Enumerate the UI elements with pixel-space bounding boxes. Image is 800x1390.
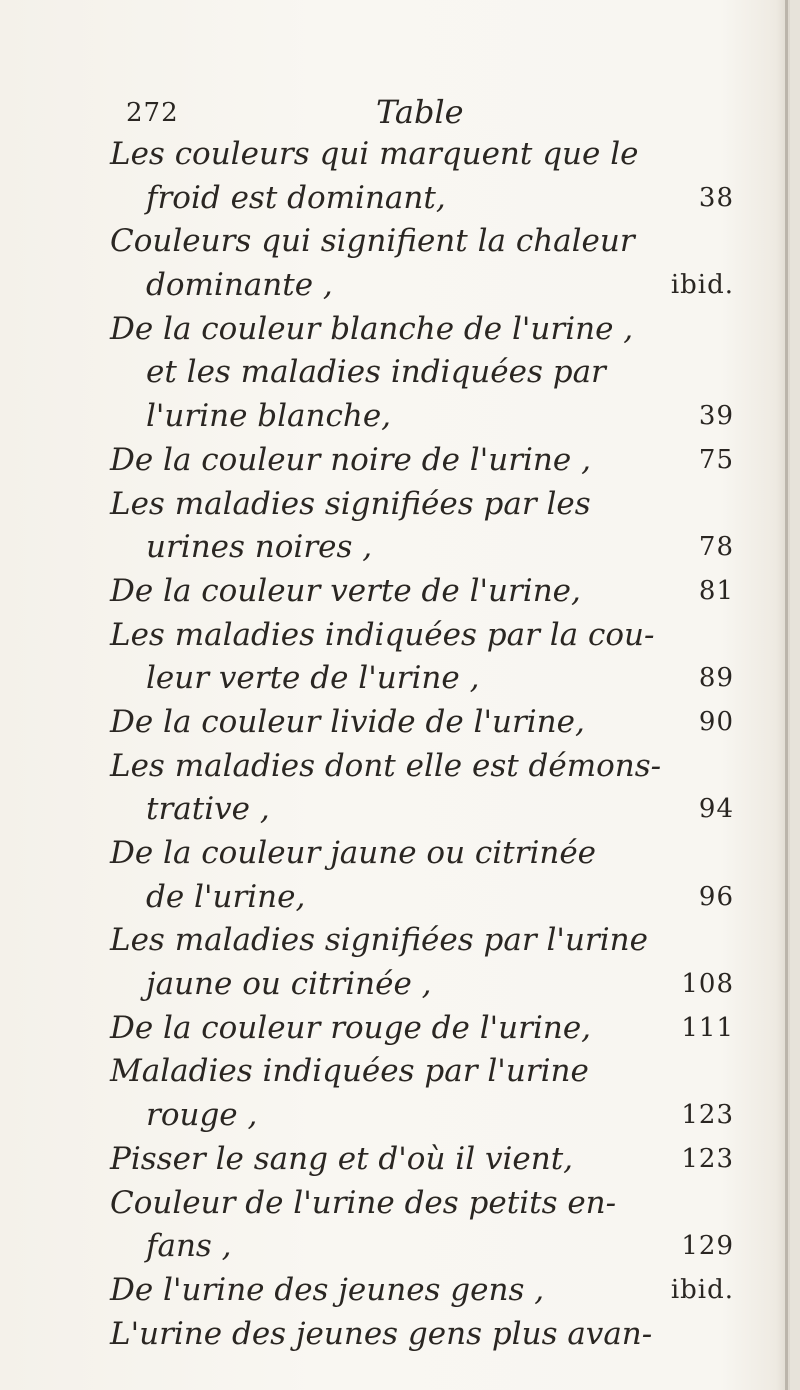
entry-text: froid est dominant,	[146, 179, 446, 216]
entry-page-number: ibid.	[670, 1274, 734, 1305]
entry-page-number: 39	[698, 401, 734, 432]
entry-text: Pisser le sang et d'où il vient,	[110, 1140, 574, 1177]
toc-entry-line	[0, 1269, 800, 1313]
entry-text: De la couleur verte de l'urine,	[110, 572, 581, 609]
entry-page-number: 38	[698, 182, 734, 213]
entry-text: De la couleur noire de l'urine ,	[110, 441, 591, 478]
toc-entry-line	[0, 177, 800, 221]
toc-entry-line	[0, 1138, 800, 1182]
entry-text: Couleur de l'urine des petits en-	[110, 1184, 617, 1221]
toc-entry-line	[0, 1094, 800, 1138]
toc-entry-line	[0, 876, 800, 920]
toc-entry-line	[0, 439, 800, 483]
page-number: 272	[126, 98, 179, 128]
entry-page-number: 96	[698, 881, 734, 912]
entry-text: Maladies indiquées par l'urine	[110, 1053, 589, 1090]
entry-text: Les maladies signifiées par les	[110, 485, 591, 522]
entry-page-number: 111	[681, 1012, 734, 1043]
entry-page-number: 89	[698, 663, 734, 694]
toc-entry-line	[0, 570, 800, 614]
entry-page-number: 94	[698, 794, 734, 825]
entry-text: trative ,	[146, 791, 270, 828]
entry-text: dominante ,	[146, 267, 333, 304]
toc-entry-line	[0, 264, 800, 308]
entry-text: Les maladies signifiées par l'urine	[110, 922, 648, 959]
entry-text: l'urine blanche,	[146, 398, 392, 435]
entry-page-number: 123	[681, 1100, 734, 1131]
toc-entry-line	[0, 657, 800, 701]
entry-page-number: 108	[681, 969, 734, 1000]
toc-entry-line	[0, 1225, 800, 1269]
entry-text: jaune ou citrinée ,	[146, 966, 432, 1003]
entry-text: Les maladies indiquées par la cou-	[110, 616, 655, 653]
toc-entry-line	[0, 483, 800, 527]
toc-entry-line	[0, 788, 800, 832]
entry-page-number: 129	[681, 1231, 734, 1262]
entry-text: L'urine des jeunes gens plus avan-	[110, 1315, 653, 1352]
entry-text: Les couleurs qui marquent que le	[110, 136, 639, 172]
entry-text: fans ,	[146, 1228, 232, 1265]
entry-text: De l'urine des jeunes gens ,	[110, 1271, 545, 1308]
entry-text: Les maladies dont elle est démons-	[110, 747, 662, 784]
toc-entry-line	[0, 1050, 800, 1094]
entry-text: urines noires ,	[146, 529, 373, 566]
toc-entry-line	[0, 963, 800, 1007]
toc-entry-line	[0, 1182, 800, 1226]
toc-entry-line	[0, 308, 800, 352]
entry-page-number: 81	[698, 575, 734, 606]
toc-entry-line	[0, 614, 800, 658]
entry-page-number: 75	[698, 444, 734, 475]
toc-entry-line	[0, 526, 800, 570]
toc-entry-line	[0, 701, 800, 745]
entry-text: De la couleur livide de l'urine,	[110, 703, 585, 740]
toc-entry-line	[0, 220, 800, 264]
entry-text: De la couleur blanche de l'urine ,	[110, 310, 634, 347]
entry-text: De la couleur jaune ou citrinée	[110, 835, 597, 871]
entry-text: rouge ,	[146, 1097, 258, 1134]
running-title: Table	[376, 93, 464, 131]
table-of-contents	[0, 133, 800, 1356]
entry-page-number: 123	[681, 1143, 734, 1174]
entry-text: Couleurs qui signifient la chaleur	[110, 223, 635, 260]
entry-page-number: 90	[698, 706, 734, 737]
toc-entry-line	[0, 919, 800, 963]
entry-page-number: ibid.	[670, 270, 734, 301]
toc-entry-line	[0, 351, 800, 395]
toc-entry-line	[0, 1313, 800, 1357]
page-header	[126, 93, 464, 131]
toc-entry-line	[0, 1007, 800, 1051]
entry-text: leur verte de l'urine ,	[146, 660, 480, 697]
entry-page-number: 78	[698, 532, 734, 563]
toc-entry-line	[0, 133, 800, 177]
entry-text: De la couleur rouge de l'urine,	[110, 1009, 592, 1046]
entry-text: de l'urine,	[146, 878, 306, 915]
toc-entry-line	[0, 745, 800, 789]
entry-text: et les maladies indiquées par	[146, 354, 606, 391]
toc-entry-line	[0, 832, 800, 876]
toc-entry-line	[0, 395, 800, 439]
